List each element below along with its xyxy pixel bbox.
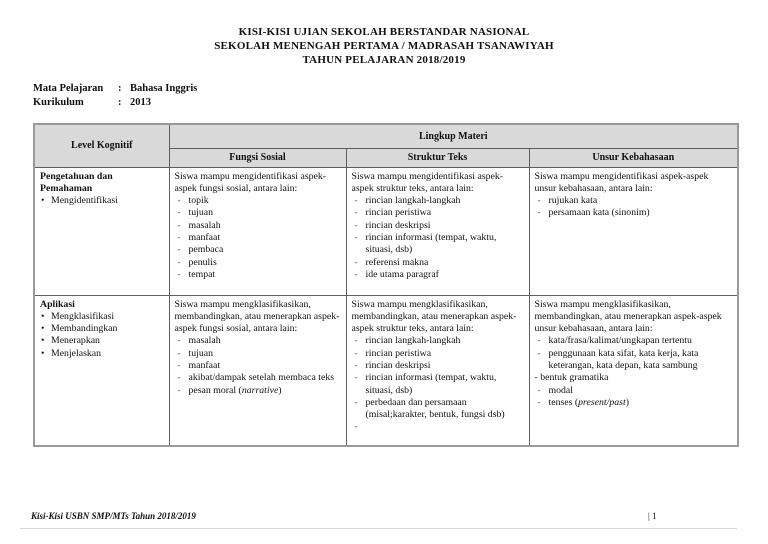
table-row-pengetahuan xyxy=(34,167,738,295)
cell-items: - kata/frasa/kalimat/ungkapan tertentu - penggunaan kata sifat, kata kerja, kata keterangan, kata depan, kata sambung - bentuk gramatika - modal - tenses (present/past) xyxy=(535,335,733,409)
page-footer xyxy=(0,508,768,544)
cell-intro: Siswa mampu mengklasifikasikan, membandingkan, atau menerapkan aspek-aspek struktur teks, antara lain: xyxy=(351,298,517,335)
cell-fungsi-sosial-1 xyxy=(169,167,346,295)
cell-level-pengetahuan xyxy=(34,167,169,295)
meta-subject-colon: : xyxy=(118,83,122,94)
cell-fungsi-sosial-2 xyxy=(169,295,346,446)
cell-intro: Siswa mampu mengklasifikasikan, membandingkan, atau menerapkan aspek-aspek unsur kebahasaan, antara lain: xyxy=(534,298,722,335)
cell-items: - rincian langkah-langkah - rincian peristiwa - rincian deskripsi - rincian informasi (tempat, waktu, situasi, dsb) - perbedaan dan persamaan (misal;karakter, bentuk, fungsi dsb) - xyxy=(352,335,524,433)
cell-items: - rujukan kata - persamaan kata (sinonim) xyxy=(535,195,733,220)
level-title: Aplikasi xyxy=(40,298,75,310)
header-level-kognitif: Level Kognitif xyxy=(34,124,169,167)
cell-unsur-kebahasaan-2 xyxy=(529,295,738,446)
meta-curriculum-colon: : xyxy=(118,97,122,108)
title-line-1: KISI-KISI UJIAN SEKOLAH BERSTANDAR NASIONAL xyxy=(238,26,530,38)
document-title xyxy=(0,25,768,67)
document-page xyxy=(0,25,768,544)
meta-block xyxy=(33,82,768,110)
cell-intro: Siswa mampu mengidentifikasi aspek-aspek unsur kebahasaan, antara lain: xyxy=(534,170,709,194)
cell-unsur-kebahasaan-1 xyxy=(529,167,738,295)
header-unsur-kebahasaan: Unsur Kebahasaan xyxy=(529,148,738,167)
header-lingkup-materi: Lingkup Materi xyxy=(169,124,738,148)
footer-divider xyxy=(20,528,737,529)
cell-level-aplikasi xyxy=(34,295,169,446)
meta-subject-value: Bahasa Inggris xyxy=(130,83,198,94)
cell-items: - rincian langkah-langkah - rincian peristiwa - rincian deskripsi - rincian informasi (tempat, waktu, situasi, dsb) - referensi makna - ide utama paragraf xyxy=(352,195,524,281)
level-bullets: • Mengklasifikasi • Membandingkan • Menerapkan • Menjelaskan xyxy=(40,311,164,360)
cell-struktur-teks-2 xyxy=(346,295,529,446)
cell-struktur-teks-1 xyxy=(346,167,529,295)
cell-items: - masalah - tujuan - manfaat - akibat/dampak setelah membaca teks - pesan moral (narrative) xyxy=(175,335,341,396)
cell-items: - topik - tujuan - masalah - manfaat - pembaca - penulis - tempat xyxy=(175,195,341,281)
level-bullets: • Mengidentifikasi xyxy=(40,195,164,207)
cell-intro: Siswa mampu mengidentifikasi aspek-aspek struktur teks, antara lain: xyxy=(351,170,504,194)
meta-subject-row xyxy=(33,82,768,96)
header-struktur-teks: Struktur Teks xyxy=(346,148,529,167)
meta-curriculum-value: 2013 xyxy=(130,97,151,108)
footer-title: Kisi-Kisi USBN SMP/MTs Tahun 2018/2019 xyxy=(31,511,196,521)
level-title: Pengetahuan dan Pemahaman xyxy=(40,170,113,194)
cell-intro: Siswa mampu mengklasifikasikan, membandingkan, atau menerapkan aspek-aspek fungsi sosial, antara lain: xyxy=(174,298,340,335)
kisi-table xyxy=(33,123,739,447)
cell-intro: Siswa mampu mengidentifikasi aspek-aspek fungsi sosial, antara lain: xyxy=(174,170,327,194)
meta-curriculum-row xyxy=(33,96,768,110)
footer-page-number: | 1 xyxy=(648,511,657,521)
header-fungsi-sosial: Fungsi Sosial xyxy=(169,148,346,167)
meta-curriculum-label: Kurikulum xyxy=(33,97,84,108)
title-line-3: TAHUN PELAJARAN 2018/2019 xyxy=(302,54,466,66)
meta-subject-label: Mata Pelajaran xyxy=(33,83,104,94)
table-row-aplikasi xyxy=(34,295,738,446)
title-line-2: SEKOLAH MENENGAH PERTAMA / MADRASAH TSANAWIYAH xyxy=(214,40,554,52)
